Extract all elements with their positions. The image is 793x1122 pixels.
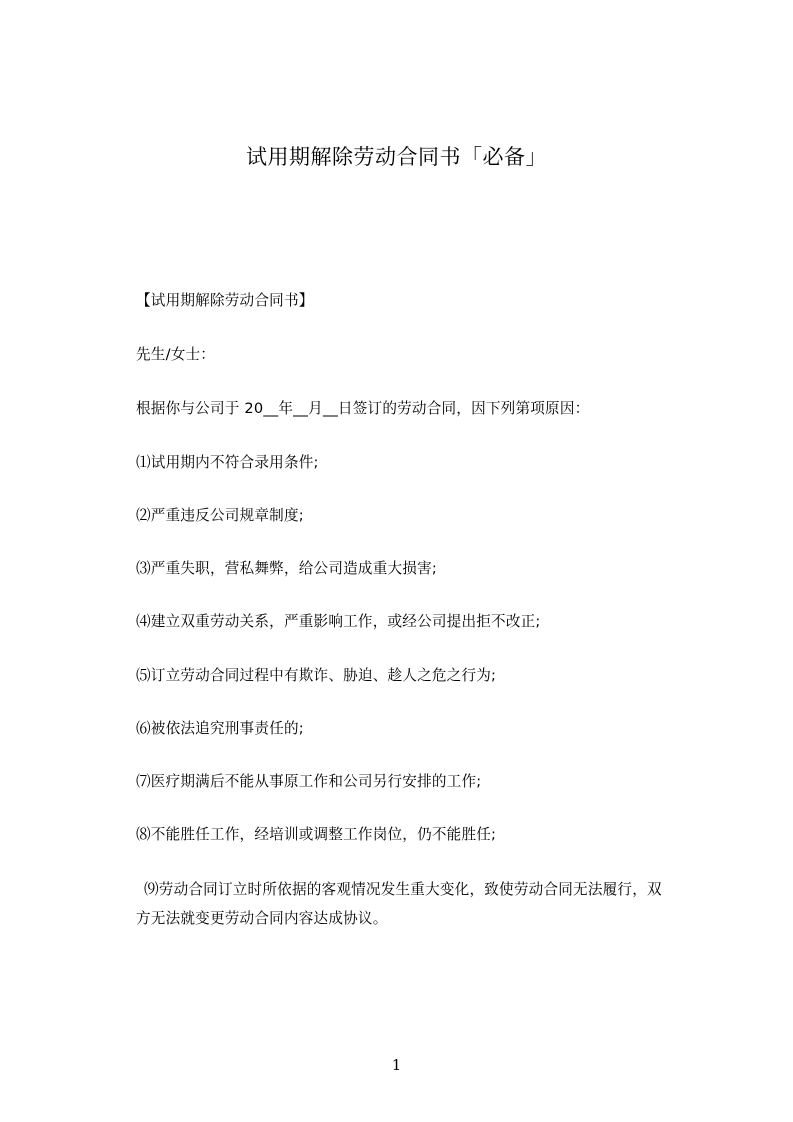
section-heading: 【试用期解除劳动合同书】 [136,292,314,309]
reason-item-5: ⑸订立劳动合同过程中有欺诈、胁迫、趁人之危之行为; [136,667,497,684]
document-title: 试用期解除劳动合同书「必备」 [246,145,547,169]
reason-item-4: ⑷建立双重劳动关系，严重影响工作，或经公司提出拒不改正; [136,613,541,630]
reason-item-2: ⑵严重违反公司规章制度; [136,507,304,524]
intro-paragraph: 根据你与公司于 20__年__月__日签订的劳动合同，因下列第项原因： [136,400,590,417]
salutation: 先生/女士： [136,346,216,363]
reason-item-3: ⑶严重失职，营私舞弊，给公司造成重大损害; [136,560,437,577]
page-number: 1 [391,1056,402,1074]
reason-item-6: ⑹被依法追究刑事责任的; [136,720,304,737]
reason-item-9-line-2: 方无法就变更劳动合同内容达成协议。 [136,910,388,927]
reason-item-8: ⑻不能胜任工作，经培训或调整工作岗位，仍不能胜任; [136,826,497,843]
reason-item-9 [136,875,711,933]
reason-item-1: ⑴试用期内不符合录用条件; [136,454,319,471]
reason-item-7: ⑺医疗期满后不能从事原工作和公司另行安排的工作; [136,773,482,790]
reason-item-9-line-1: ⑼劳动合同订立时所依据的客观情况发生重大变化，致使劳动合同无法履行，双 [144,881,662,898]
